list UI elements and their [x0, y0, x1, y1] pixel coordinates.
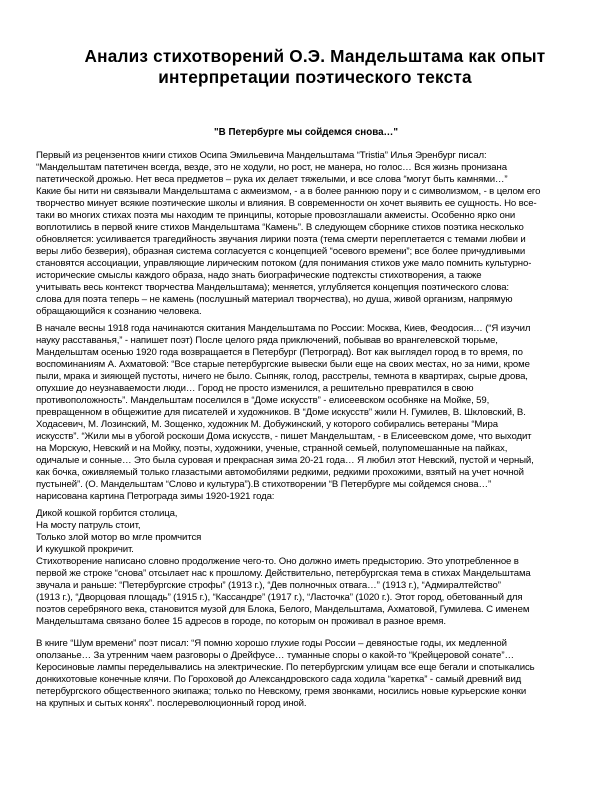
text-line: Мандельштам осенью 1920 года возвращается в Петербург (Петроград). Вот как выглядел город в то время, по	[36, 347, 523, 358]
text-line: противоположность”. Мандельштам поселился в “Доме искусств” - елисеевском особняке на Мойке, 59,	[36, 395, 490, 406]
text-line: на Морскую, Невский и на Мойку, поэты, художники, ученые, странной семьей, полупомешанные на пайках,	[36, 443, 508, 454]
section-title: "В Петербурге мы сойдемся снова…"	[214, 127, 398, 138]
text-line: искусств”. “Жили мы в убогой роскоши Дома искусств, - пишет Мандельштам, - в Елисеевском доме, что выходит	[36, 431, 532, 442]
text-line: поэтов серебряного века, становится музой для Блока, Белого, Мандельштама, Ахматовой, Гумилева. С именем	[36, 604, 530, 615]
text-line: пыли, мрака и зияющей пустоты, ничего не было. Сыпняк, голод, расстрелы, темнота в квартирах, сырые дрова,	[36, 371, 528, 382]
paragraph-4	[36, 638, 584, 710]
paragraph-2	[36, 323, 584, 503]
text-line: Стихотворение написано словно продолжение чего-то. Оно должно иметь предысторию. Это употребленное в	[36, 556, 519, 567]
text-line: Керосиновые лампы переделывались на электрические. По петербургским улицам все еще бегали и спотыкались	[36, 662, 535, 673]
document-title	[40, 46, 590, 88]
text-line: воспоминаниям А. Ахматовой: “Все старые петербургские вывески были еще на своих местах, но за ними, кроме	[36, 359, 530, 370]
text-line: опухшие до неузнаваемости люди… Город не просто изменился, а решительно превратился в свою	[36, 383, 474, 394]
text-line: Ходасевич, М. Лозинский, М. Зощенко, художник М. Добужинский, у которого собирались ветераны “Мира	[36, 419, 498, 430]
text-line: превращенном в общежитие для писателей и художников. В “Доме искусств” жили Н. Гумилев, В. Шкловский, В.	[36, 407, 526, 418]
text-line: учитывать весь контекст творчества Мандельштама); меняется, углубляется концепция поэтического слова:	[36, 282, 509, 293]
title-line: Анализ стихотворений О.Э. Мандельштама как опыт	[84, 46, 546, 66]
text-line: веры либо безверия), образная система согласуется с концепцией “осевого времени”; все более причудливыми	[36, 246, 526, 257]
text-line: В начале весны 1918 года начинаются скитания Мандельштама по России: Москва, Киев, Феодосия… (“Я изучил	[36, 323, 531, 334]
poem-line: На мосту патруль стоит,	[36, 520, 141, 531]
text-line: оползанье… За утренним чаем разговоры о Дрейфусе… туманные споры о какой-то “Крейцеровой сонате”…	[36, 650, 514, 661]
poem-line: И кукушкой прокричит.	[36, 544, 134, 555]
text-line: как бочка, оживляемый только глазастыми автомобилями редкими, редкими прохожими, взятый на учет ночной	[36, 467, 524, 478]
text-line: исторические смыслы каждого образа, надо знать биографические подтексты стихотворения, а также	[36, 270, 482, 281]
text-line: первой же строке “снова” отсылает нас к прошлому. Действительно, петербургская тема в стихах Мандельштама	[36, 568, 531, 579]
text-line: воплотились в первой книге стихов Мандельштама “Камень”. В следующем сборнике стихов поэтика несколько	[36, 222, 524, 233]
text-line: “Мандельштам патетичен всегда, везде, это не ходули, но рост, не манера, но голос… Вся жизнь пронизана	[36, 162, 507, 173]
text-line: Какие бы нити ни связывали Мандельштама с акмеизмом, - а в более раннюю пору и с символизмом, - в целом его	[36, 186, 541, 197]
text-line: творчество минует всякие поэтические школы и влияния. В современности он хочет выявить ее сущность. Но все-	[36, 198, 537, 209]
text-line: (1913 г.), “Дворцовая площадь” (1915 г.), “Кассандре” (1917 г.), “Ласточка” (1020 г.). Этот город, обетованный для	[36, 592, 523, 603]
text-line: слова для поэта теперь – не камень (послушный материал творчества), но душа, живой организм, напрямую	[36, 294, 513, 305]
poem-quote	[36, 508, 584, 556]
text-line: Мандельштама связано более 15 адресов в городе, по которым он проживал в разное время.	[36, 616, 446, 627]
text-line: обновляется: усиливается трагедийность звучания лирики поэта (тема смерти переплетается с темами любви и	[36, 234, 526, 245]
text-line: становятся ассоциации, управляющие лирическим потоком (для понимания стихов уже мало помнить культурно-	[36, 258, 532, 269]
text-line: нарисована картина Петрограда зимы 1920-1921 года:	[36, 491, 275, 502]
text-line: пустыней”. (О. Мандельштам “Слово и культура”).В стихотворении “В Петербурге мы сойдемся снова…”	[36, 479, 492, 490]
text-line: на крупных и сытых конях”. послереволюционный город иной.	[36, 698, 307, 709]
title-line: интерпретации поэтического текста	[158, 67, 472, 87]
text-line: патетической дрожью. Нет веса предметов – рука их делает тяжелыми, и все слова “могут быть камнями…”	[36, 174, 508, 185]
text-line: звучала и раньше: “Петербургские строфы” (1913 г.), “Дев полночных отвага…” (1913 г.), “Адмиралтейство”	[36, 580, 501, 591]
text-line: таки во многих стихах поэта мы находим те принципы, которые провозглашали акмеисты. Особенно ярко они	[36, 210, 516, 221]
text-line: донкихотовые конечные клячи. По Гороховой до Александровского сада ходила “каретка” - самый древний вид	[36, 674, 522, 685]
poem-line: Только злой мотор во мгле промчится	[36, 532, 202, 543]
text-line: обращающийся к сознанию человека.	[36, 306, 202, 317]
text-line: одичалые и сонные… Это была суровая и прекрасная зима 20-21 года… Я любил этот Невский, пустой и черный,	[36, 455, 534, 466]
text-line: науку расставанья,” - напишет поэт) После целого ряда приключений, побывав во врангелевской тюрьме,	[36, 335, 498, 346]
text-line: петербургского общественного экипажа; только по Невскому, гремя звонками, носились новые курьерские конки	[36, 686, 527, 697]
text-line: Первый из рецензентов книги стихов Осипа Эмильевича Мандельштама “Tristia” Илья Эренбург писал:	[36, 150, 487, 161]
poem-line: Дикой кошкой горбится столица,	[36, 508, 178, 519]
paragraph-1	[36, 150, 584, 318]
paragraph-3	[36, 556, 584, 628]
text-line: В книге “Шум времени” поэт писал: “Я помню хорошо глухие годы России – девяностые годы, их медленной	[36, 638, 507, 649]
